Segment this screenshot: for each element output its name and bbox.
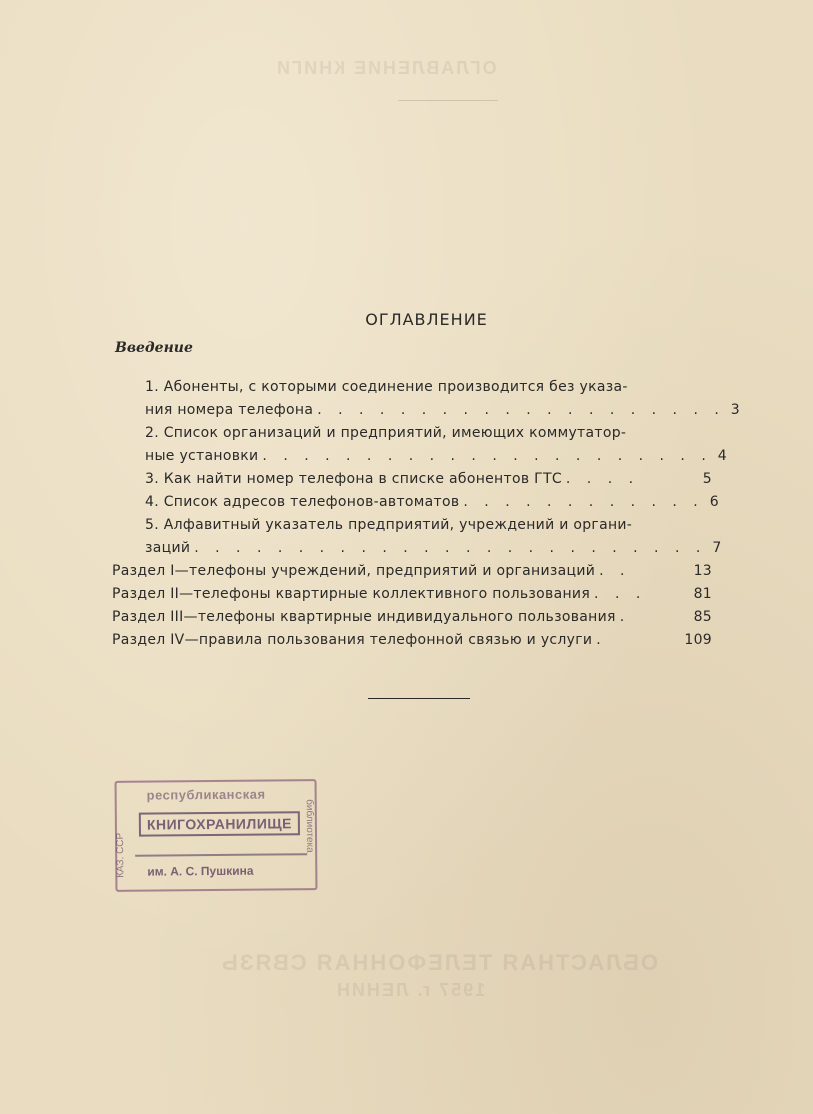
closing-rule	[368, 698, 470, 699]
toc-item-text: 2. Список организаций и предприятий, имеющих коммутатор-	[145, 425, 627, 441]
toc-section-3[interactable]	[112, 606, 712, 629]
stamp-left-text: КАЗ. ССР	[114, 832, 127, 878]
toc-item-text: ные установки	[145, 448, 259, 464]
section-text: Раздел III—телефоны квартирные индивидуального пользования	[112, 609, 616, 625]
toc-item-1[interactable]	[145, 376, 741, 422]
section-text: Раздел II—телефоны квартирные коллективного пользования	[112, 586, 591, 602]
toc-item-5[interactable]	[145, 514, 722, 560]
toc-item-text: ния номера телефона	[145, 402, 314, 418]
leader-dots: . . . . . . . . . . . . . . . . . . . . . . . . .	[194, 540, 707, 556]
leader-dots: .	[596, 632, 607, 648]
stamp-middle-text: КНИГОХРАНИЛИЩЕ	[139, 811, 300, 836]
toc-item-4[interactable]	[145, 491, 719, 514]
leader-dots: .	[619, 609, 631, 625]
toc-section-4[interactable]	[112, 629, 712, 652]
leader-dots: . .	[599, 563, 631, 579]
show-through-rule	[398, 100, 498, 101]
toc-item-3[interactable]	[145, 468, 712, 491]
toc-section-2[interactable]	[112, 583, 712, 606]
show-through-text-top: ОГЛАВЛЕНИЕ КНИГИ	[275, 58, 497, 78]
toc-item-text: 3. Как найти номер телефона в списке абонентов ГТС	[145, 471, 562, 487]
stamp-bottom-text: им. А. С. Пушкина	[147, 863, 254, 879]
section-text: Раздел IV—правила пользования телефонной связью и услуги	[112, 632, 593, 648]
leader-dots: . . . . . . . . . . . .	[463, 494, 704, 510]
toc-item-text: 5. Алфавитный указатель предприятий, учреждений и органи-	[145, 517, 633, 533]
toc-item-text: 1. Абоненты, с которыми соединение производится без указа-	[145, 379, 628, 395]
page-number: 6	[709, 494, 719, 510]
show-through-text-bottom-1: ОБЛАСТНАЯ ТЕЛЕФОННАЯ СВЯЗЬ	[220, 950, 658, 975]
page-number: 7	[712, 540, 722, 556]
page-number: 85	[693, 609, 712, 625]
stamp-top-text: республиканская	[146, 786, 266, 803]
show-through-text-bottom-2: 1957 г. ЛЕНИН	[335, 980, 486, 1000]
toc-intro: Введение	[115, 340, 193, 356]
leader-dots: . . . .	[565, 471, 640, 487]
toc-item-text: заций	[145, 540, 191, 556]
leader-dots: . . .	[594, 586, 647, 602]
library-stamp	[115, 779, 318, 892]
page-number: 81	[693, 586, 712, 602]
leader-dots: . . . . . . . . . . . . . . . . . . . . . .	[262, 448, 712, 464]
toc-section-1[interactable]	[112, 560, 712, 583]
stamp-right-text: библиотека	[303, 799, 316, 853]
page-number: 3	[730, 402, 741, 418]
page-title: ОГЛАВЛЕНИЕ	[365, 310, 488, 329]
toc-item-text: 4. Список адресов телефонов-автоматов	[145, 494, 460, 510]
page-number: 13	[693, 563, 712, 579]
page-number: 109	[684, 632, 712, 648]
page-number: 5	[702, 471, 712, 487]
leader-dots: . . . . . . . . . . . . . . . . . . . .	[317, 402, 725, 418]
toc-subitems	[112, 376, 741, 560]
toc-item-2[interactable]	[145, 422, 727, 468]
stamp-line	[135, 853, 307, 857]
table-of-contents	[112, 376, 741, 652]
page-number: 4	[717, 448, 727, 464]
section-text: Раздел I—телефоны учреждений, предприятий и организаций	[112, 563, 596, 579]
